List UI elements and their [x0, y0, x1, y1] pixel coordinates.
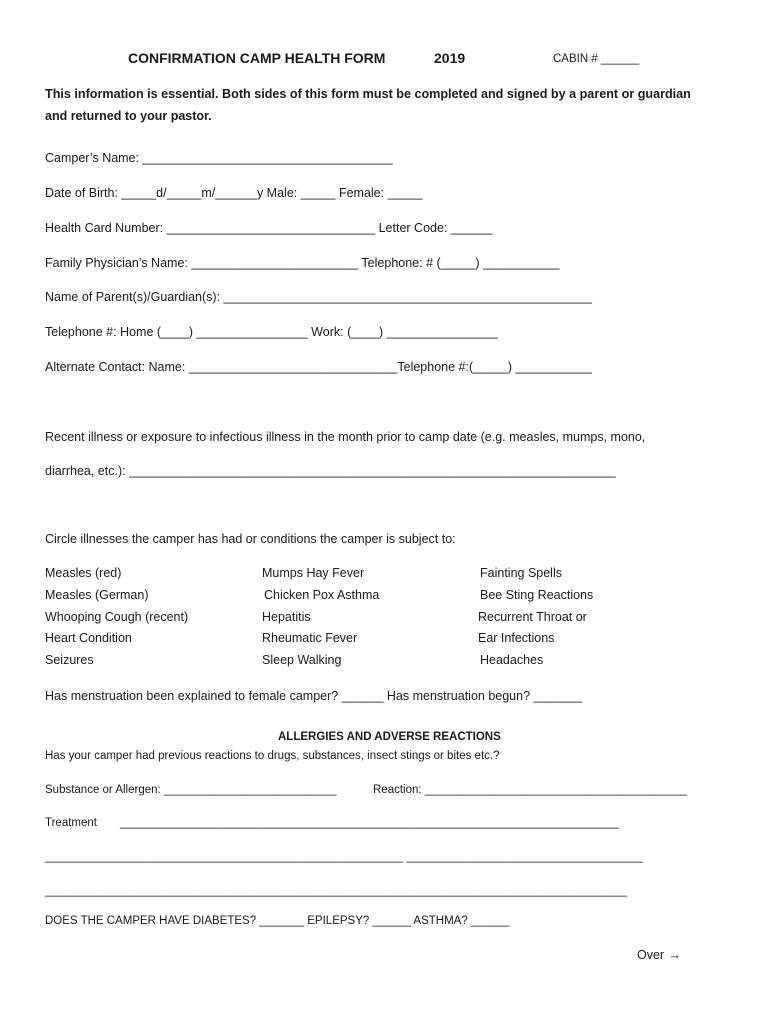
- condition-item[interactable]: Recurrent Throat or: [478, 610, 587, 624]
- intro-line-1: This information is essential. Both sides of this form must be completed and signed by a parent or guardian: [45, 87, 691, 101]
- condition-item[interactable]: Whooping Cough (recent): [45, 610, 189, 624]
- over-label: Over: [637, 948, 665, 962]
- condition-item[interactable]: Fainting Spells: [480, 566, 562, 580]
- condition-item[interactable]: Mumps Hay Fever: [262, 566, 365, 580]
- condition-item[interactable]: Bee Sting Reactions: [480, 588, 594, 602]
- condition-item[interactable]: Measles (red): [45, 566, 122, 580]
- family-physician-field[interactable]: Family Physician’s Name: ________________________ Telephone: # (_____) ___________: [45, 256, 560, 270]
- cabin-field[interactable]: CABIN # ______: [553, 53, 640, 65]
- condition-item[interactable]: Ear Infections: [478, 631, 555, 645]
- condition-item[interactable]: Chicken Pox Asthma: [264, 588, 380, 602]
- page-title: CONFIRMATION CAMP HEALTH FORM: [128, 50, 386, 66]
- alternate-contact-field[interactable]: Alternate Contact: Name: ______________________________Telephone #:(_____) ___________: [45, 360, 592, 374]
- diabetes-epilepsy-asthma-field[interactable]: DOES THE CAMPER HAVE DIABETES? _______ EPILEPSY? ______ ASTHMA? ______: [45, 915, 510, 927]
- over-indicator: [637, 947, 681, 962]
- form-year: 2019: [434, 50, 466, 66]
- arrow-right-icon: →: [668, 947, 682, 962]
- conditions-heading: Circle illnesses the camper has had or conditions the camper is subject to:: [45, 532, 456, 546]
- telephone-field[interactable]: Telephone #: Home (____) ________________ Work: (____) ________________: [45, 325, 498, 339]
- menstruation-field[interactable]: Has menstruation been explained to female camper? ______ Has menstruation begun? _______: [45, 689, 583, 703]
- allergies-question: Has your camper had previous reactions to drugs, substances, insect stings or bites etc.?: [45, 750, 500, 762]
- date-of-birth-field[interactable]: Date of Birth: _____d/_____m/______y Male: _____ Female: _____: [45, 186, 423, 200]
- health-card-field[interactable]: Health Card Number: ______________________________ Letter Code: ______: [45, 221, 493, 235]
- condition-item[interactable]: Measles (German): [45, 588, 149, 602]
- reaction-field[interactable]: Reaction: _________________________________________: [373, 784, 688, 796]
- intro-line-2: and returned to your pastor.: [45, 109, 212, 123]
- treatment-label: Treatment: [45, 817, 97, 829]
- recent-illness-field[interactable]: diarrhea, etc.): ______________________________________________________________________: [45, 464, 616, 478]
- condition-item[interactable]: Sleep Walking: [262, 653, 342, 667]
- allergy-blank-line[interactable]: ________________________________________________________ _____________________________________: [45, 851, 643, 863]
- recent-illness-question: Recent illness or exposure to infectious illness in the month prior to camp date (e.g. measles, mumps, mono,: [45, 430, 646, 444]
- condition-item[interactable]: Hepatitis: [262, 610, 311, 624]
- camper-name-field[interactable]: Camper’s Name: ____________________________________: [45, 151, 393, 165]
- parents-guardians-field[interactable]: Name of Parent(s)/Guardian(s): _____________________________________________________: [45, 290, 592, 304]
- treatment-field[interactable]: ______________________________________________________________________________: [120, 817, 619, 829]
- condition-item[interactable]: Seizures: [45, 653, 94, 667]
- substance-allergen-field[interactable]: Substance or Allergen: ___________________________: [45, 784, 337, 796]
- condition-item[interactable]: Headaches: [480, 653, 544, 667]
- allergy-blank-line[interactable]: ___________________________________________________________________________________________: [45, 885, 628, 897]
- condition-item[interactable]: Heart Condition: [45, 631, 132, 645]
- allergies-heading: ALLERGIES AND ADVERSE REACTIONS: [278, 731, 501, 743]
- condition-item[interactable]: Rheumatic Fever: [262, 631, 358, 645]
